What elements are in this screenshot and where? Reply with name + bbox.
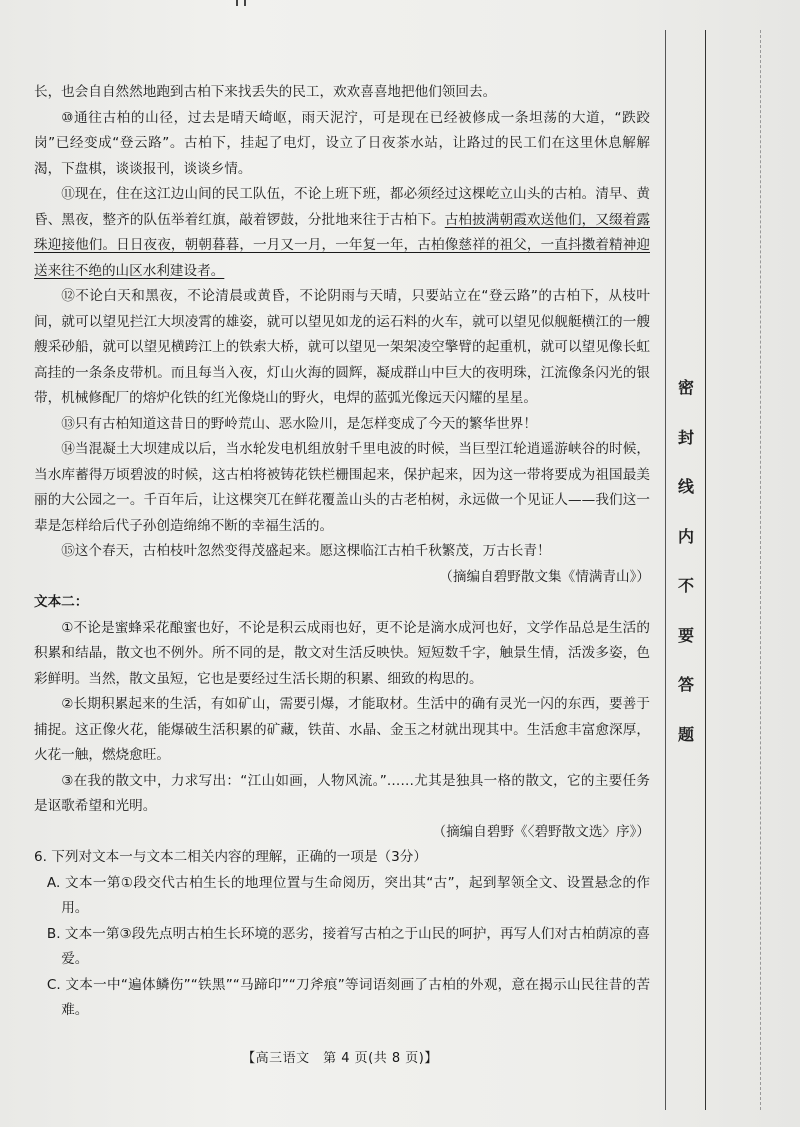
seal-char: 不 (677, 576, 694, 595)
text-two-paragraph-3: ③在我的散文中，力求写出：“江山如画，人物风流。”……尤其是独具一格的散文，它的主要任务是讴歌希望和光明。 (34, 772, 650, 814)
question-6-option-b: B. 文本一第③段先点明古柏生长环境的恶劣，接着写古柏之于山民的呵护，再写人们对古柏荫凉的喜爱。 (46, 925, 650, 967)
binding-line-outer (665, 30, 666, 1110)
top-mark (236, 0, 246, 6)
text-two-heading: 文本二： (34, 594, 89, 610)
seal-line-notice (674, 375, 698, 771)
seal-char: 内 (677, 526, 694, 546)
passage-content (34, 80, 650, 1024)
question-6-option-a: A. 文本一第①段交代古柏生长的地理位置与生命阅历，突出其“古”，起到挈领全文、设置悬念的作用。 (46, 874, 650, 916)
paragraph-14: ⑭当混凝土大坝建成以后，当水轮发电机组放射千里电波的时候，当巨型江轮逍遥游峡谷的时候，当水库蓄得万顷碧波的时候，这古柏将被铸花铁栏栅围起来，保护起来，因为这一带将要成为祖国最美丽的大公园之一。千百年后，让这棵突兀在鲜花覆盖山头的古老柏树，永远做一个见证人——我们这一辈是怎样给后代子孙创造绵绵不断的幸福生活的。 (34, 441, 650, 534)
seal-char: 答 (677, 675, 694, 694)
paragraph-15: ⑮这个春天，古柏枝叶忽然变得茂盛起来。愿这棵临江古柏千秋繁茂，万古长青！ (61, 543, 551, 559)
paragraph-11 (34, 182, 650, 284)
text-two-paragraph-1: ①不论是蜜蜂采花酿蜜也好，不论是积云成雨也好，更不论是滴水成河也好，文学作品总是生活的积累和结晶，散文也不例外。所不同的是，散文对生活反映快。短短数千字，触景生情，活泼多姿，色彩鲜明。当然，散文虽短，它也是要经过生活长期的积累、细致的构思的。 (34, 619, 650, 687)
seal-char: 密 (677, 378, 694, 397)
seal-char: 封 (677, 427, 694, 447)
paragraph-11-text: ⑪现在，住在这江边山间的民工队伍，不论上班下班，都必须经过这棵屹立山头的古柏。清早、黄昏、黑夜，整齐的队伍举着红旗，敲着锣鼓，分批地来往于古柏下。 (34, 186, 650, 228)
paragraph-11-underlined: 古柏披满朝霞欢送他们，又缀着露珠迎接他们。日日夜夜，朝朝暮暮，一月又一月，一年复一年，古柏像慈祥的祖父，一直抖擞着精神迎送来往不绝的山区水利建设者。 (34, 211, 651, 279)
paragraph-continued: 长，也会自自然然地跑到古柏下来找丢失的民工，欢欢喜喜地把他们领回去。 (34, 84, 497, 100)
source-text-two: （摘编自碧野《〈碧野散文选〉序》） (432, 823, 650, 840)
seal-char: 线 (677, 477, 694, 496)
paragraph-13: ⑬只有古柏知道这昔日的野岭荒山、恶水险川，是怎样变成了今天的繁华世界！ (61, 415, 537, 432)
paragraph-10: ⑩通往古柏的山径，过去是晴天崎岖，雨天泥泞，可是现在已经被修成一条坦荡的大道，“跌跤岗”已经变成“登云路”。古柏下，挂起了电灯，设立了日夜茶水站，让路过的民工们在这里休息解解渴，下盘棋，谈谈报刊，谈谈乡情。 (34, 109, 650, 177)
source-text-one: （摘编自碧野散文集《情满青山》） (439, 568, 650, 585)
page-footer: 【高三语文 第 4 页(共 8 页)】 (242, 1051, 438, 1066)
question-6: 6. 下列对文本一与文本二相关内容的理解，正确的一项是（3分） (34, 849, 427, 865)
text-two-paragraph-2: ②长期积累起来的生活，有如矿山，需要引爆，才能取材。生活中的确有灵光一闪的东西，要善于捕捉。这正像火花，能爆破生活积累的矿藏，铁苗、水晶、金玉之材就出现其中。生活愈丰富愈深厚，火花一触，燃烧愈旺。 (34, 696, 650, 763)
seal-char: 要 (677, 625, 694, 645)
seal-char: 题 (677, 724, 694, 744)
binding-dashed-line (760, 30, 762, 1110)
binding-line-inner (705, 30, 706, 1110)
paragraph-12: ⑫不论白天和黑夜，不论清晨或黄昏，不论阴雨与天晴，只要站立在“登云路”的古柏下，从枝叶间，就可以望见拦江大坝凌霄的雄姿，就可以望见如龙的运石料的火车，就可以望见似舰艇横江的一艘艘采砂船，就可以望见横跨江上的铁索大桥，就可以望见一架架凌空擎臂的起重机，就可以望见像长虹高挂的一条条皮带机。而且每当入夜，灯山火海的圆辉，凝成群山中巨大的夜明珠，江流像条闪光的银带，机械修配厂的熔炉化铁的红光像烧山的野火，电焊的蓝弧光像远天闪耀的星星。 (34, 288, 650, 406)
question-6-option-c: C. 文本一中“遍体鳞伤”“铁黑”“马蹄印”“刀斧痕”等词语刻画了古柏的外观，意在揭示山民往昔的苦难。 (46, 976, 650, 1018)
